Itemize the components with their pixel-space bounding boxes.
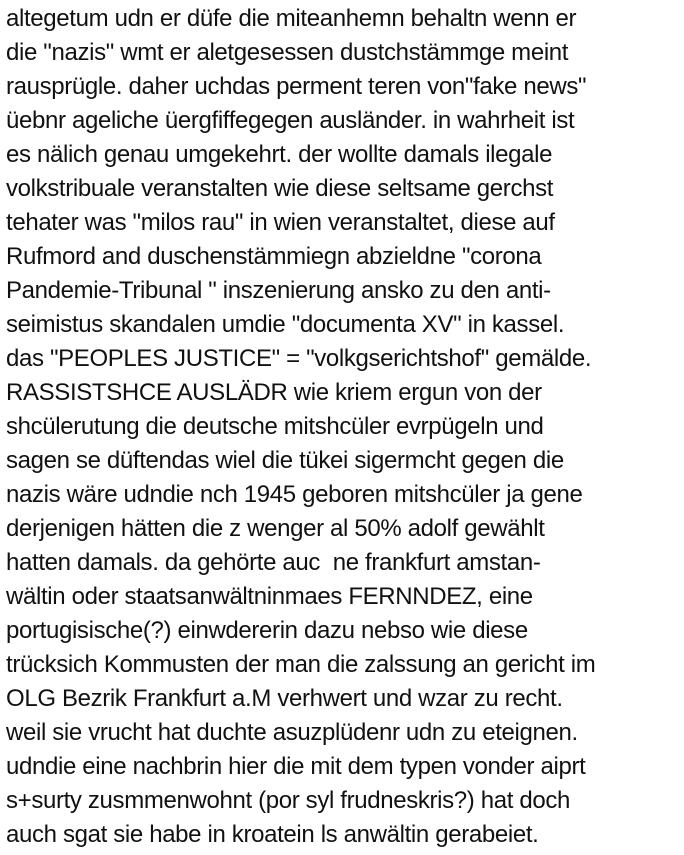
- text-line: OLG Bezrik Frankfurt a.M verhwert und wzar zu recht.: [6, 685, 563, 712]
- text-line: Pandemie-Tribunal " inszenierung ansko zu den anti-: [6, 277, 551, 304]
- text-line: es nälich genau umgekehrt. der wollte damals ilegale: [6, 141, 553, 168]
- text-line: seimistus skandalen umdie "documenta XV" in kassel.: [6, 311, 565, 338]
- text-line: Rufmord and duschenstämmiegn abzieldne "corona: [6, 243, 542, 270]
- text-line: volkstribuale veranstalten wie diese seltsame gerchst: [6, 175, 554, 202]
- text-line: udndie eine nachbrin hier die mit dem typen vonder aiprt: [6, 753, 586, 780]
- text-line: RASSISTSHCE AUSLÄDR wie kriem ergun von der: [6, 379, 542, 406]
- text-line: trücksich Kommusten der man die zalssung an gericht im: [6, 651, 596, 678]
- document-body: [6, 2, 682, 852]
- text-line: portugisische(?) einwdererin dazu nebso wie diese: [6, 617, 528, 644]
- text-line: derjenigen hätten die z wenger al 50% adolf gewählt: [6, 515, 545, 542]
- text-line: auch sgat sie habe in kroatein ls anwältin gerabeiet.: [6, 821, 539, 848]
- text-line: die "nazis" wmt er aletgesessen dustchstämmge meint: [6, 39, 569, 66]
- text-line: rausprügle. daher uchdas perment teren von"fake news": [6, 73, 587, 100]
- text-line: weil sie vrucht hat duchte asuzplüdenr udn zu eteignen.: [6, 719, 578, 746]
- text-line: sagen se düftendas wiel die tükei sigermcht gegen die: [6, 447, 564, 474]
- text-line: hatten damals. da gehörte auc ne frankfurt amstan-: [6, 549, 541, 576]
- text-line: das "PEOPLES JUSTICE" = "volkgserichtshof" gemälde.: [6, 345, 592, 372]
- text-line: üebnr ageliche üergfiffegegen ausländer. in wahrheit ist: [6, 107, 575, 134]
- text-line: altegetum udn er düfe die miteanhemn behaltn wenn er: [6, 5, 577, 32]
- text-line: tehater was "milos rau" in wien veranstaltet, diese auf: [6, 209, 555, 236]
- text-line: wältin oder staatsanwältninmaes FERNNDEZ, eine: [6, 583, 533, 610]
- text-line: nazis wäre udndie nch 1945 geboren mitshcüler ja gene: [6, 481, 583, 508]
- text-line: shcülerutung die deutsche mitshcüler evrpügeln und: [6, 413, 544, 440]
- text-line: s+surty zusmmenwohnt (por syl frudneskris?) hat doch: [6, 787, 571, 814]
